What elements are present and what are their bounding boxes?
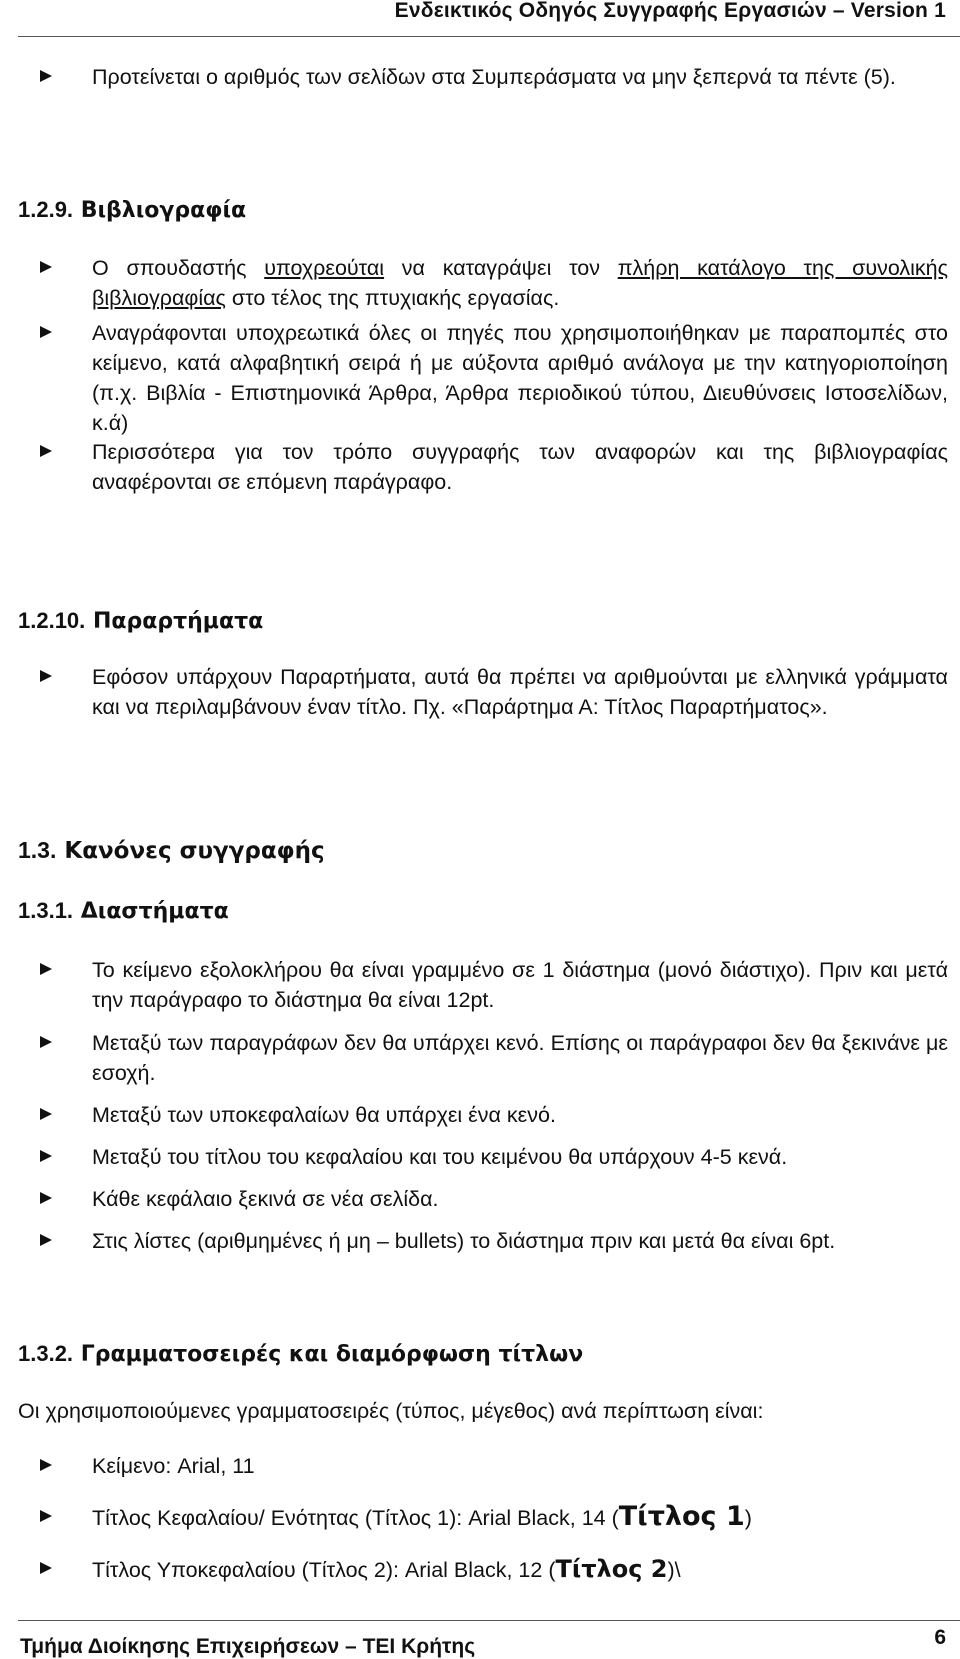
bullet-arrow-icon xyxy=(40,1108,52,1120)
bibliography-bullet-1: Ο σπουδαστής υποχρεούται να καταγράψει τον πλήρη κατάλογο της συνολικής βιβλιογραφίας στο τέλος της πτυχιακής εργασίας. xyxy=(40,253,948,313)
section-heading-appendices: 1.2.10. Παραρτήματα xyxy=(18,608,264,634)
conclusions-bullet: Προτείνεται ο αριθμός των σελίδων στα Συμπεράσματα να μην ξεπερνά τα πέντε (5). xyxy=(40,62,948,92)
bullet-arrow-icon xyxy=(40,1234,52,1246)
page-footer xyxy=(18,1620,960,1658)
bibliography-bullet-2: Αναγράφονται υποχρεωτικά όλες οι πηγές που χρησιμοποιήθηκαν με παραπομπές στο κείμενο, κατά αλφαβητική σειρά ή με αύξοντα αριθμό ανάλογα με την κατηγοριοποίηση (π.χ. Βιβλία - Επιστημονικά Άρθρα, Άρθρα περιοδικού τύπου, Διευθύνσεις Ιστοσελίδων, κ.ά) xyxy=(40,318,948,438)
section-heading-fonts: 1.3.2. Γραμματοσειρές και διαμόρφωση τίτλων xyxy=(18,1341,584,1367)
bibliography-bullet-3: Περισσότερα για τον τρόπο συγγραφής των αναφορών και της βιβλιογραφίας αναφέρονται σε επόμενη παράγραφο. xyxy=(40,437,948,497)
spacing-bullet-2: Μεταξύ των παραγράφων δεν θα υπάρχει κενό. Επίσης οι παράγραφοι δεν θα ξεκινάνε με εσοχή. xyxy=(40,1028,948,1088)
bullet-arrow-icon xyxy=(40,445,52,457)
bullet-arrow-icon xyxy=(40,261,52,273)
fonts-bullet-2: Τίτλος Κεφαλαίου/ Ενότητας (Τίτλος 1): Arial Black, 14 (Τίτλος 1) xyxy=(40,1502,948,1533)
section-heading-spacing: 1.3.1. Διαστήματα xyxy=(18,898,229,924)
fonts-intro: Οι χρησιμοποιούμενες γραμματοσειρές (τύπος, μέγεθος) ανά περίπτωση είναι: xyxy=(18,1399,764,1423)
bullet-arrow-icon xyxy=(40,1150,52,1162)
title-1-sample: Τίτλος 1 xyxy=(618,1501,745,1532)
page-header xyxy=(18,0,960,37)
section-heading-writing-rules: 1.3. Κανόνες συγγραφής xyxy=(18,837,325,864)
bullet-arrow-icon xyxy=(40,1510,52,1522)
spacing-bullet-3: Μεταξύ των υποκεφαλαίων θα υπάρχει ένα κενό. xyxy=(40,1100,948,1130)
footer-department: Τμήμα Διοίκησης Επιχειρήσεων – ΤΕΙ Κρήτης xyxy=(20,1635,476,1658)
page-number: 6 xyxy=(934,1626,946,1649)
spacing-bullet-1: Το κείμενο εξολοκλήρου θα είναι γραμμένο σε 1 διάστημα (μονό διάστιχο). Πριν και μετά την παράγραφο το διάστημα θα είναι 12pt. xyxy=(40,955,948,1015)
running-title: Ενδεικτικός Οδηγός Συγγραφής Εργασιών – Version 1 xyxy=(394,0,946,22)
fonts-bullet-1: Κείμενο: Arial, 11 xyxy=(40,1451,948,1481)
fonts-bullet-3: Τίτλος Υποκεφαλαίου (Τίτλος 2): Arial Black, 12 (Τίτλος 2)\ xyxy=(40,1554,948,1585)
section-heading-bibliography: 1.2.9. Βιβλιογραφία xyxy=(18,197,247,223)
spacing-bullet-5: Κάθε κεφάλαιο ξεκινά σε νέα σελίδα. xyxy=(40,1184,948,1214)
bullet-arrow-icon xyxy=(40,963,52,975)
bullet-arrow-icon xyxy=(40,326,52,338)
bullet-arrow-icon xyxy=(40,70,52,82)
spacing-bullet-6: Στις λίστες (αριθμημένες ή μη – bullets) το διάστημα πριν και μετά θα είναι 6pt. xyxy=(40,1226,948,1256)
bullet-arrow-icon xyxy=(40,1562,52,1574)
title-2-sample: Τίτλος 2 xyxy=(555,1555,668,1583)
appendices-bullet-1: Εφόσον υπάρχουν Παραρτήματα, αυτά θα πρέπει να αριθμούνται με ελληνικά γράμματα και να περιλαμβάνουν έναν τίτλο. Πχ. «Παράρτημα Α: Τίτλος Παραρτήματος». xyxy=(40,662,948,722)
bullet-arrow-icon xyxy=(40,1459,52,1471)
spacing-bullet-4: Μεταξύ του τίτλου του κεφαλαίου και του κειμένου θα υπάρχουν 4-5 κενά. xyxy=(40,1142,948,1172)
bullet-arrow-icon xyxy=(40,1036,52,1048)
bullet-arrow-icon xyxy=(40,1192,52,1204)
bullet-arrow-icon xyxy=(40,670,52,682)
